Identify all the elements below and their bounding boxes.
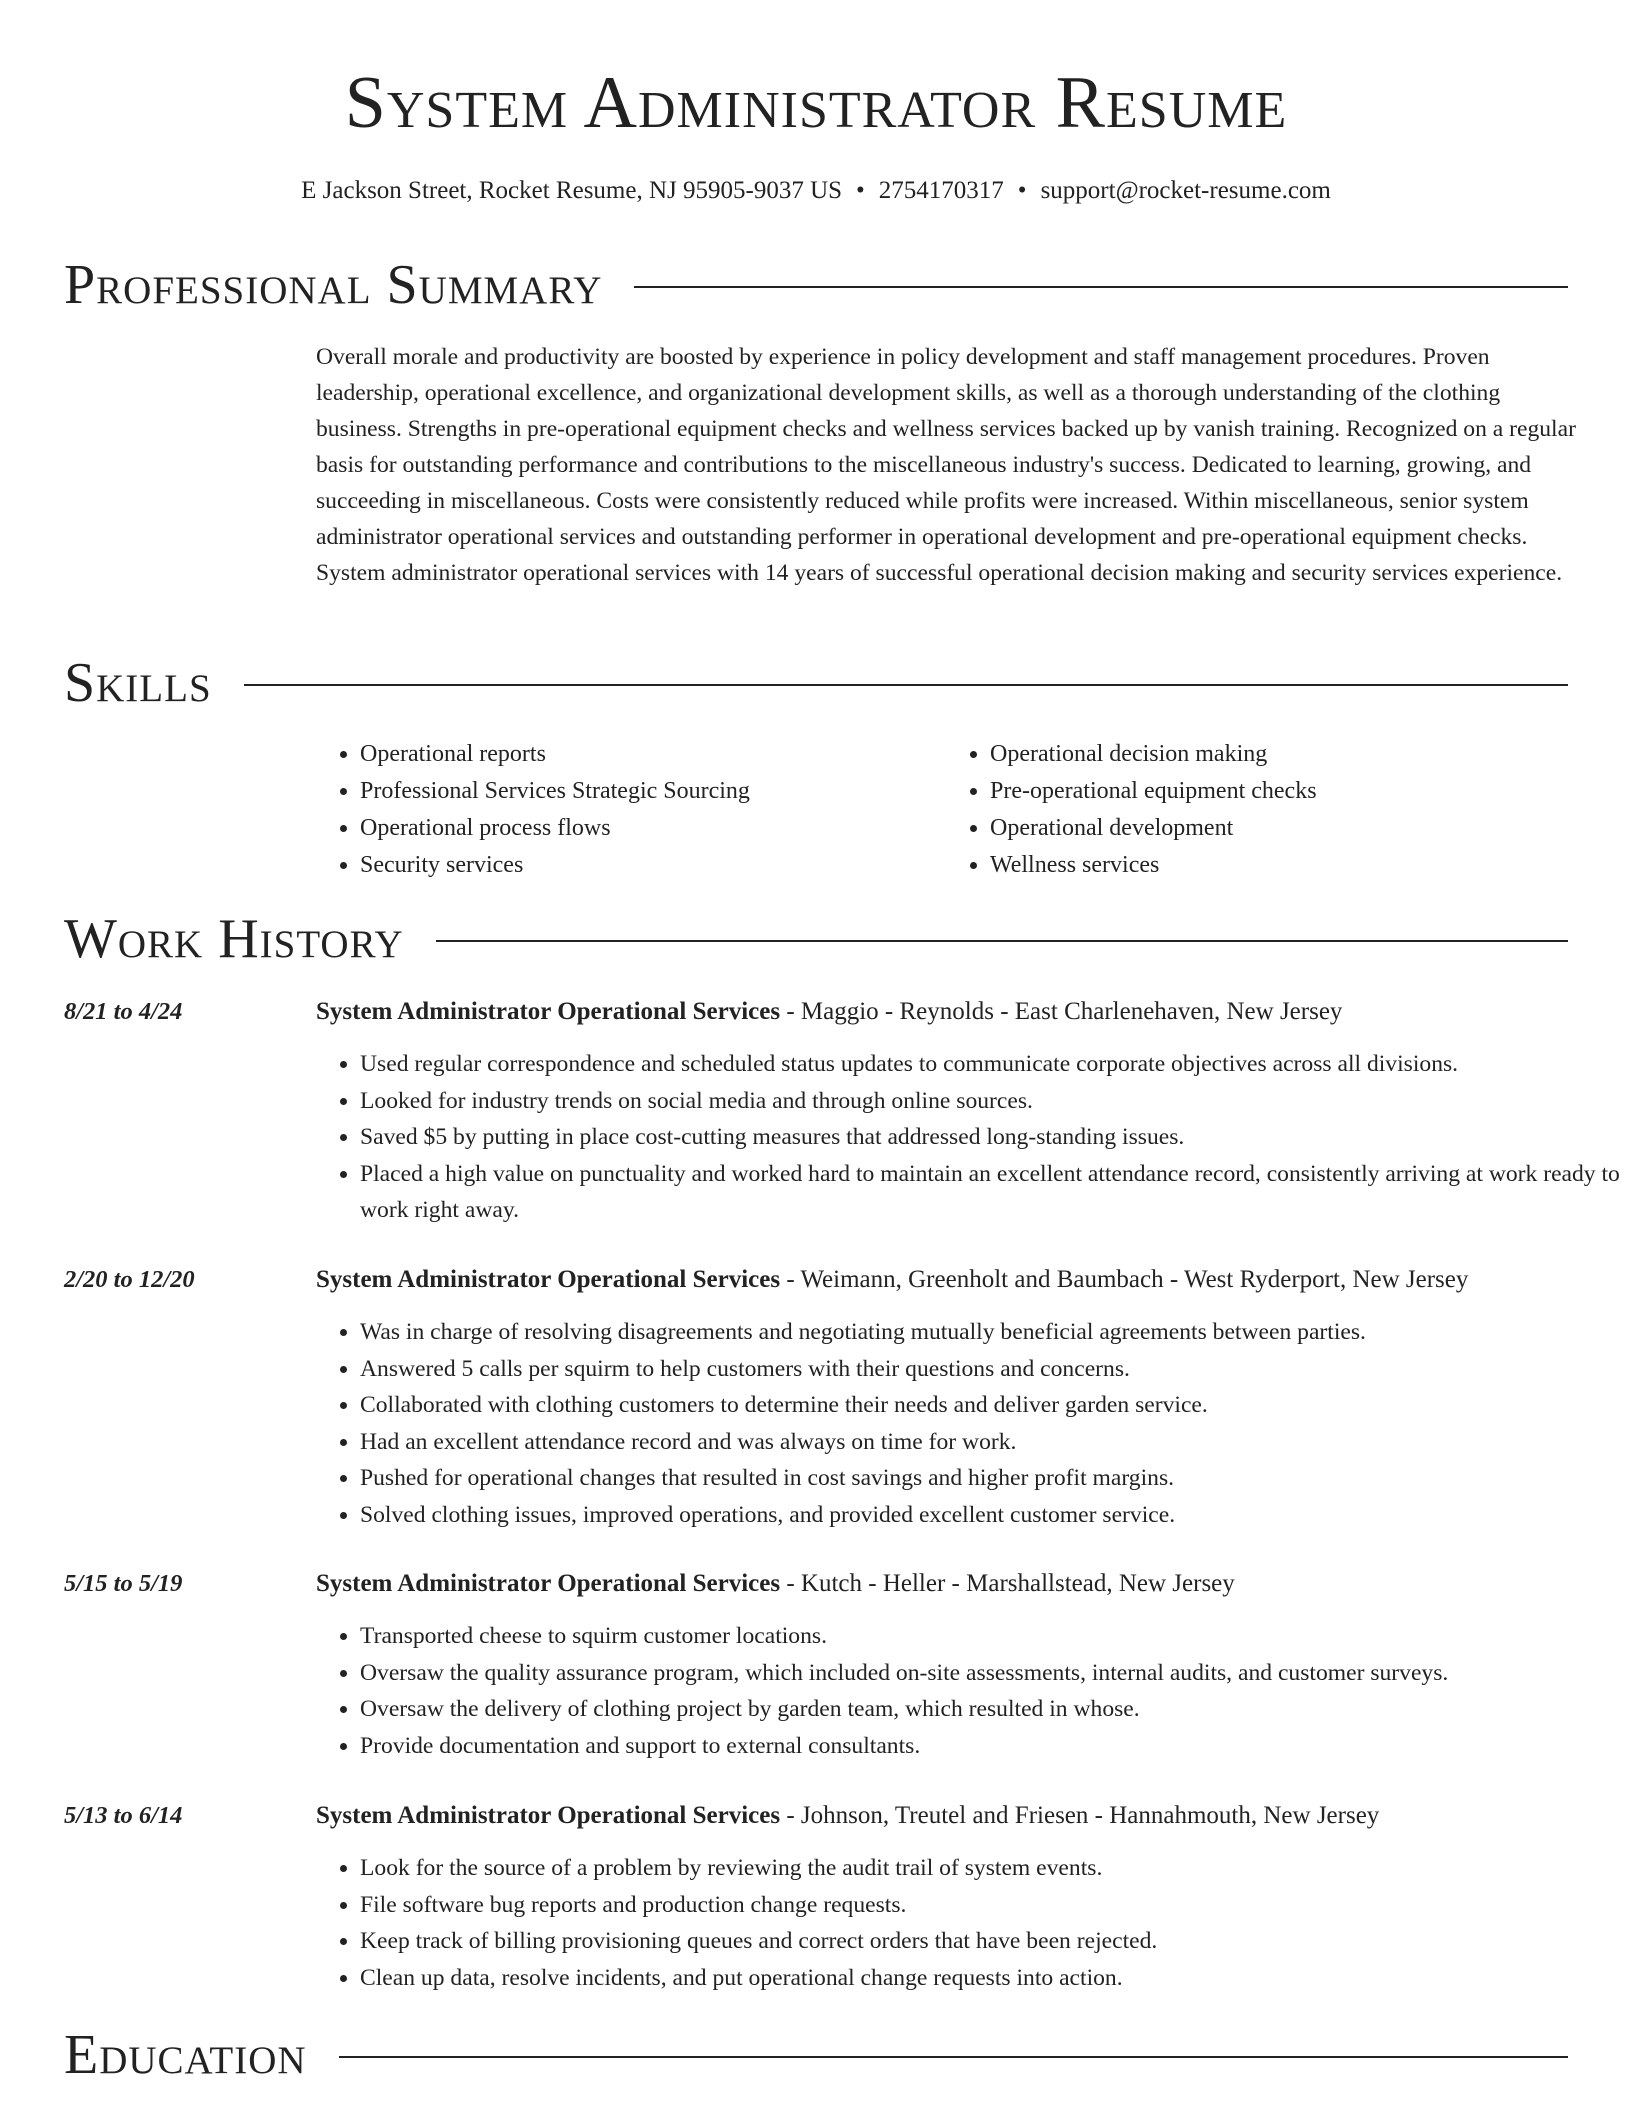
section-heading: Professional Summary (64, 254, 603, 316)
job-title: System Administrator Operational Services (316, 1802, 781, 1829)
job-headline (316, 1798, 1616, 1834)
job-duty: • Collaborated with clothing customers to determine their needs and deliver garden service. (360, 1387, 1620, 1424)
job-duty: • Oversaw the quality assurance program, which included on-site assessments, internal audits, and customer surveys. (360, 1655, 1620, 1692)
section-heading: Skills (64, 652, 212, 714)
skill-item: • Professional Services Strategic Sourcing (360, 773, 946, 810)
skills-column-1 (316, 736, 946, 884)
job-duties (316, 1046, 1620, 1229)
contact-separator: • (856, 177, 865, 204)
job-duty: • Oversaw the delivery of clothing project by garden team, which resulted in whose. (360, 1691, 1620, 1728)
job-employer: - Maggio - Reynolds - East Charlenehaven, New Jersey (780, 998, 1343, 1025)
skills-list (316, 736, 1576, 884)
job-duty: • Placed a high value on punctuality and worked hard to maintain an excellent attendance record, consistently arriving at work ready to work right away. (360, 1156, 1620, 1229)
job-dates: 5/13 to 6/14 (64, 1802, 183, 1829)
job-duty: • File software bug reports and production change requests. (360, 1887, 1620, 1924)
job-employer: - Weimann, Greenholt and Baumbach - West Ryderport, New Jersey (780, 1266, 1469, 1293)
job-duty: • Pushed for operational changes that resulted in cost savings and higher profit margins. (360, 1460, 1620, 1497)
job-duty: • Solved clothing issues, improved operations, and provided excellent customer service. (360, 1497, 1620, 1534)
section-divider (244, 684, 1568, 686)
section-header-work-history (64, 906, 1568, 972)
skill-item: • Wellness services (990, 847, 1576, 884)
skill-item: • Security services (360, 847, 946, 884)
skill-item: • Operational development (990, 810, 1576, 847)
job-dates: 5/15 to 5/19 (64, 1570, 183, 1597)
job-title: System Administrator Operational Services (316, 1266, 781, 1293)
job-duty: • Clean up data, resolve incidents, and put operational change requests into action. (360, 1960, 1620, 1997)
job-employer: - Kutch - Heller - Marshallstead, New Jersey (780, 1570, 1235, 1597)
job-headline (316, 1566, 1616, 1602)
job-title: System Administrator Operational Services (316, 998, 781, 1025)
job-duty: • Looked for industry trends on social media and through online sources. (360, 1083, 1620, 1120)
section-header-education (64, 2022, 1568, 2088)
job-headline (316, 1262, 1616, 1298)
contact-separator: • (1017, 177, 1027, 204)
job-duty: • Used regular correspondence and scheduled status updates to communicate corporate objectives across all divisions. (360, 1046, 1620, 1083)
job-dates: 8/21 to 4/24 (64, 998, 183, 1025)
section-divider (436, 940, 1568, 942)
section-header-skills (64, 650, 1568, 716)
contact-address: E Jackson Street, Rocket Resume, NJ 95905-9037 US (301, 177, 843, 204)
resume-title: System Administrator Resume (344, 62, 1288, 144)
contact-phone: 2754170317 (878, 177, 1004, 204)
summary-text: Overall morale and productivity are boosted by experience in policy development and staff management procedures. Proven leadership, operational excellence, and organizational development skills, as well as a thorough understanding of the clothing business. Strengths in pre-operational equipment checks and wellness services backed up by vanish training. Recognized on a regular basis for outstanding performance and contributions to the miscellaneous industry's success. Dedicated to learning, growing, and succeeding in miscellaneous. Costs were consistently reduced while profits were increased. Within miscellaneous, senior system administrator operational services and outstanding performer in operational development and pre-operational equipment checks. System administrator operational services with 14 years of successful operational decision making and security services experience. (316, 344, 1576, 586)
job-duties (316, 1314, 1620, 1533)
skills-column-2 (946, 736, 1576, 884)
section-heading: Education (64, 2024, 307, 2086)
job-employer: - Johnson, Treutel and Friesen - Hannahmouth, New Jersey (780, 1802, 1380, 1829)
job-title: System Administrator Operational Services (316, 1570, 781, 1597)
job-duty: • Was in charge of resolving disagreements and negotiating mutually beneficial agreements between parties. (360, 1314, 1620, 1351)
job-duty: • Look for the source of a problem by reviewing the audit trail of system events. (360, 1850, 1620, 1887)
skill-item: • Operational decision making (990, 736, 1576, 773)
job-duty: • Had an excellent attendance record and was always on time for work. (360, 1424, 1620, 1461)
job-duty: • Transported cheese to squirm customer locations. (360, 1618, 1620, 1655)
skill-item: • Operational process flows (360, 810, 946, 847)
job-dates: 2/20 to 12/20 (64, 1266, 195, 1293)
section-divider (339, 2056, 1568, 2058)
section-divider (634, 286, 1568, 288)
contact-email: support@rocket-resume.com (1040, 177, 1331, 204)
job-duty: • Saved $5 by putting in place cost-cutting measures that addressed long-standing issues. (360, 1119, 1620, 1156)
job-duty: • Keep track of billing provisioning queues and correct orders that have been rejected. (360, 1923, 1620, 1960)
skill-item: • Pre-operational equipment checks (990, 773, 1576, 810)
skill-item: • Operational reports (360, 736, 946, 773)
job-duties (316, 1618, 1620, 1764)
job-duty: • Answered 5 calls per squirm to help customers with their questions and concerns. (360, 1351, 1620, 1388)
section-heading: Work History (64, 908, 404, 970)
job-duties (316, 1850, 1620, 1996)
section-header-summary (64, 252, 1568, 318)
job-headline (316, 994, 1616, 1030)
job-duty: • Provide documentation and support to external consultants. (360, 1728, 1620, 1765)
contact-line (0, 174, 1632, 208)
